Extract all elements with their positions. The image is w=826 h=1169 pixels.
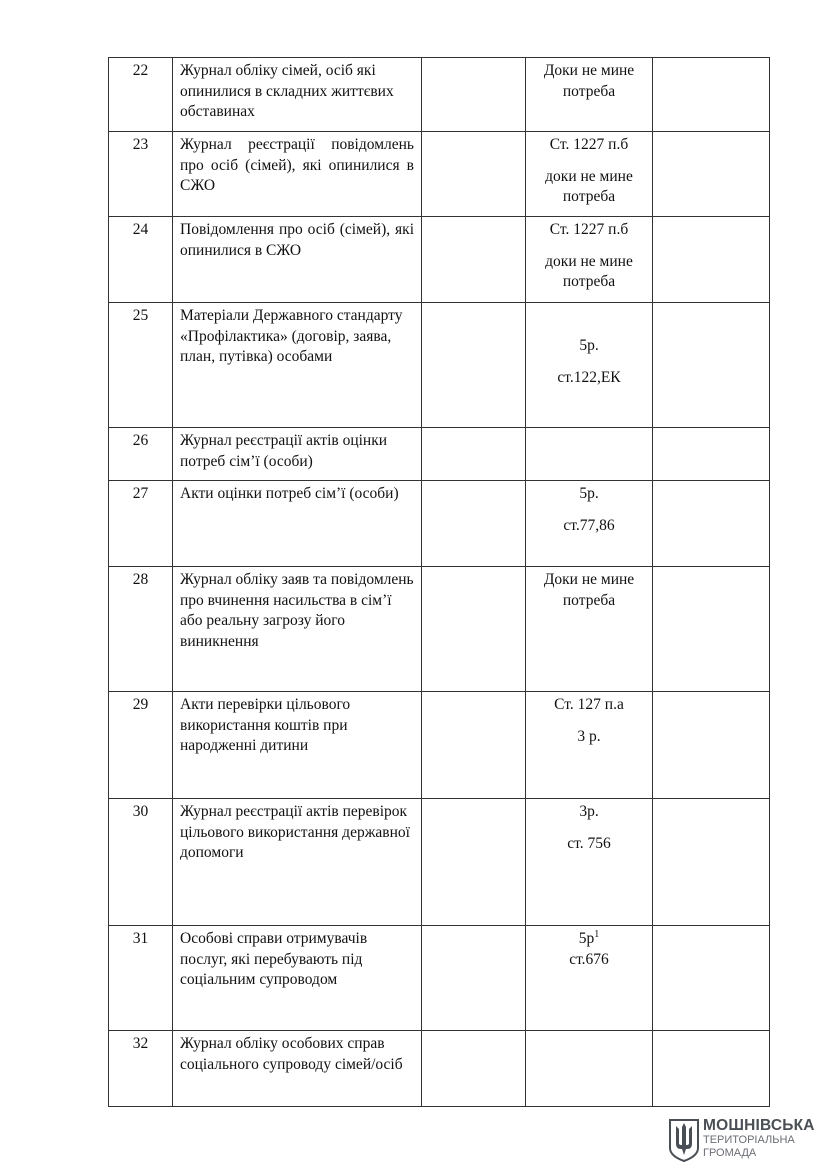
- table-row: [109, 428, 770, 481]
- row-number: 26: [109, 428, 173, 481]
- row-term: [526, 217, 653, 303]
- table-row: [109, 481, 770, 567]
- row-number: 28: [109, 567, 173, 692]
- row-title: Журнал реєстрації актів оцінки потреб сім’ї (особи): [173, 428, 422, 481]
- row-title: Акти перевірки цільового використання коштів при народженні дитини: [173, 692, 422, 799]
- row-empty-cell: [422, 1031, 526, 1107]
- row-title: Повідомлення про осіб (сімей), які опинилися в СЖО: [173, 217, 422, 303]
- row-notes-cell: [653, 1031, 770, 1107]
- table-row: [109, 926, 770, 1031]
- row-term: [526, 799, 653, 926]
- term-line: потреба: [562, 188, 616, 205]
- row-notes-cell: [653, 217, 770, 303]
- nomenclature-table: [108, 57, 770, 1107]
- community-logo: [668, 1117, 815, 1162]
- row-notes-cell: [653, 567, 770, 692]
- table-row: [109, 132, 770, 217]
- row-number: 32: [109, 1031, 173, 1107]
- row-term: [526, 692, 653, 799]
- row-title: Журнал обліку особових справ соціального супроводу сімей/осіб: [173, 1031, 422, 1107]
- term-line: ст.122,ЕК: [557, 368, 621, 386]
- term-line: 5р.: [579, 485, 599, 502]
- row-term: [526, 1031, 653, 1107]
- row-empty-cell: [422, 481, 526, 567]
- row-title: Журнал реєстрації актів перевірок цільового використання державної допомоги: [173, 799, 422, 926]
- term-line: 5р.: [579, 337, 599, 354]
- row-empty-cell: [422, 132, 526, 217]
- term-line: 3р.: [579, 803, 599, 820]
- row-notes-cell: [653, 132, 770, 217]
- row-title: Журнал обліку заяв та повідомлень про вчинення насильства в сім’ї або реальну загрозу його виникнення: [173, 567, 422, 692]
- term-line: Ст. 1227 п.б: [549, 221, 629, 238]
- row-number: 30: [109, 799, 173, 926]
- row-number: 25: [109, 303, 173, 428]
- row-empty-cell: [422, 567, 526, 692]
- row-term: [526, 567, 653, 692]
- table-row: [109, 567, 770, 692]
- row-empty-cell: [422, 692, 526, 799]
- term-line: потреба: [562, 273, 616, 290]
- row-number: 31: [109, 926, 173, 1031]
- term-line: ст.676: [569, 950, 609, 968]
- row-term: [526, 926, 653, 1031]
- logo-name: МОШНІВСЬКА: [703, 1117, 815, 1134]
- row-empty-cell: [422, 428, 526, 481]
- row-notes-cell: [653, 303, 770, 428]
- table-row: [109, 217, 770, 303]
- table-row: [109, 58, 770, 132]
- term-line: доки не мине: [545, 167, 633, 185]
- row-notes-cell: [653, 692, 770, 799]
- term-line: Доки не мине: [543, 571, 635, 588]
- footnote-mark: 1: [594, 928, 600, 940]
- term-line: доки не мине: [545, 252, 633, 270]
- table-row: [109, 1031, 770, 1107]
- row-title: Журнал обліку сімей, осіб які опинилися в складних життєвих обставинах: [173, 58, 422, 132]
- row-notes-cell: [653, 428, 770, 481]
- row-empty-cell: [422, 926, 526, 1031]
- row-term: [526, 481, 653, 567]
- row-empty-cell: [422, 58, 526, 132]
- trident-emblem-icon: [668, 1118, 700, 1162]
- row-empty-cell: [422, 799, 526, 926]
- term-line: ст.77,86: [563, 516, 615, 534]
- term-line: потреба: [562, 82, 616, 100]
- term-line: Ст. 127 п.а: [554, 696, 624, 713]
- logo-subtitle-line1: ТЕРИТОРІАЛЬНА: [703, 1134, 795, 1146]
- row-empty-cell: [422, 303, 526, 428]
- term-line: Доки не мине: [543, 62, 635, 79]
- row-notes-cell: [653, 926, 770, 1031]
- term-line: ст. 756: [567, 834, 611, 852]
- term-value: 5р: [578, 930, 595, 947]
- row-term: [526, 428, 653, 481]
- row-title: Журнал реєстрації повідомлень про осіб (сімей), які опинилися в СЖО: [173, 132, 422, 217]
- term-line: Ст. 1227 п.б: [549, 136, 629, 153]
- row-number: 22: [109, 58, 173, 132]
- row-number: 29: [109, 692, 173, 799]
- row-number: 23: [109, 132, 173, 217]
- table-row: [109, 303, 770, 428]
- logo-subtitle-line2: ГРОМАДА: [703, 1147, 757, 1159]
- logo-text: [703, 1118, 815, 1160]
- row-title: Акти оцінки потреб сім’ї (особи): [173, 481, 422, 567]
- row-number: 24: [109, 217, 173, 303]
- row-number: 27: [109, 481, 173, 567]
- term-line: 3 р.: [577, 727, 601, 745]
- row-title: Матеріали Державного стандарту «Профілактика» (договір, заява, план, путівка) особами: [173, 303, 422, 428]
- table-row: [109, 799, 770, 926]
- row-notes-cell: [653, 799, 770, 926]
- row-notes-cell: [653, 58, 770, 132]
- row-title: Особові справи отримувачів послуг, які перебувають під соціальним супроводом: [173, 926, 422, 1031]
- table-row: [109, 692, 770, 799]
- row-empty-cell: [422, 217, 526, 303]
- row-term: [526, 58, 653, 132]
- term-line: потреба: [562, 591, 616, 609]
- row-term: [526, 132, 653, 217]
- row-notes-cell: [653, 481, 770, 567]
- term-line: [533, 929, 645, 950]
- row-term: [526, 303, 653, 428]
